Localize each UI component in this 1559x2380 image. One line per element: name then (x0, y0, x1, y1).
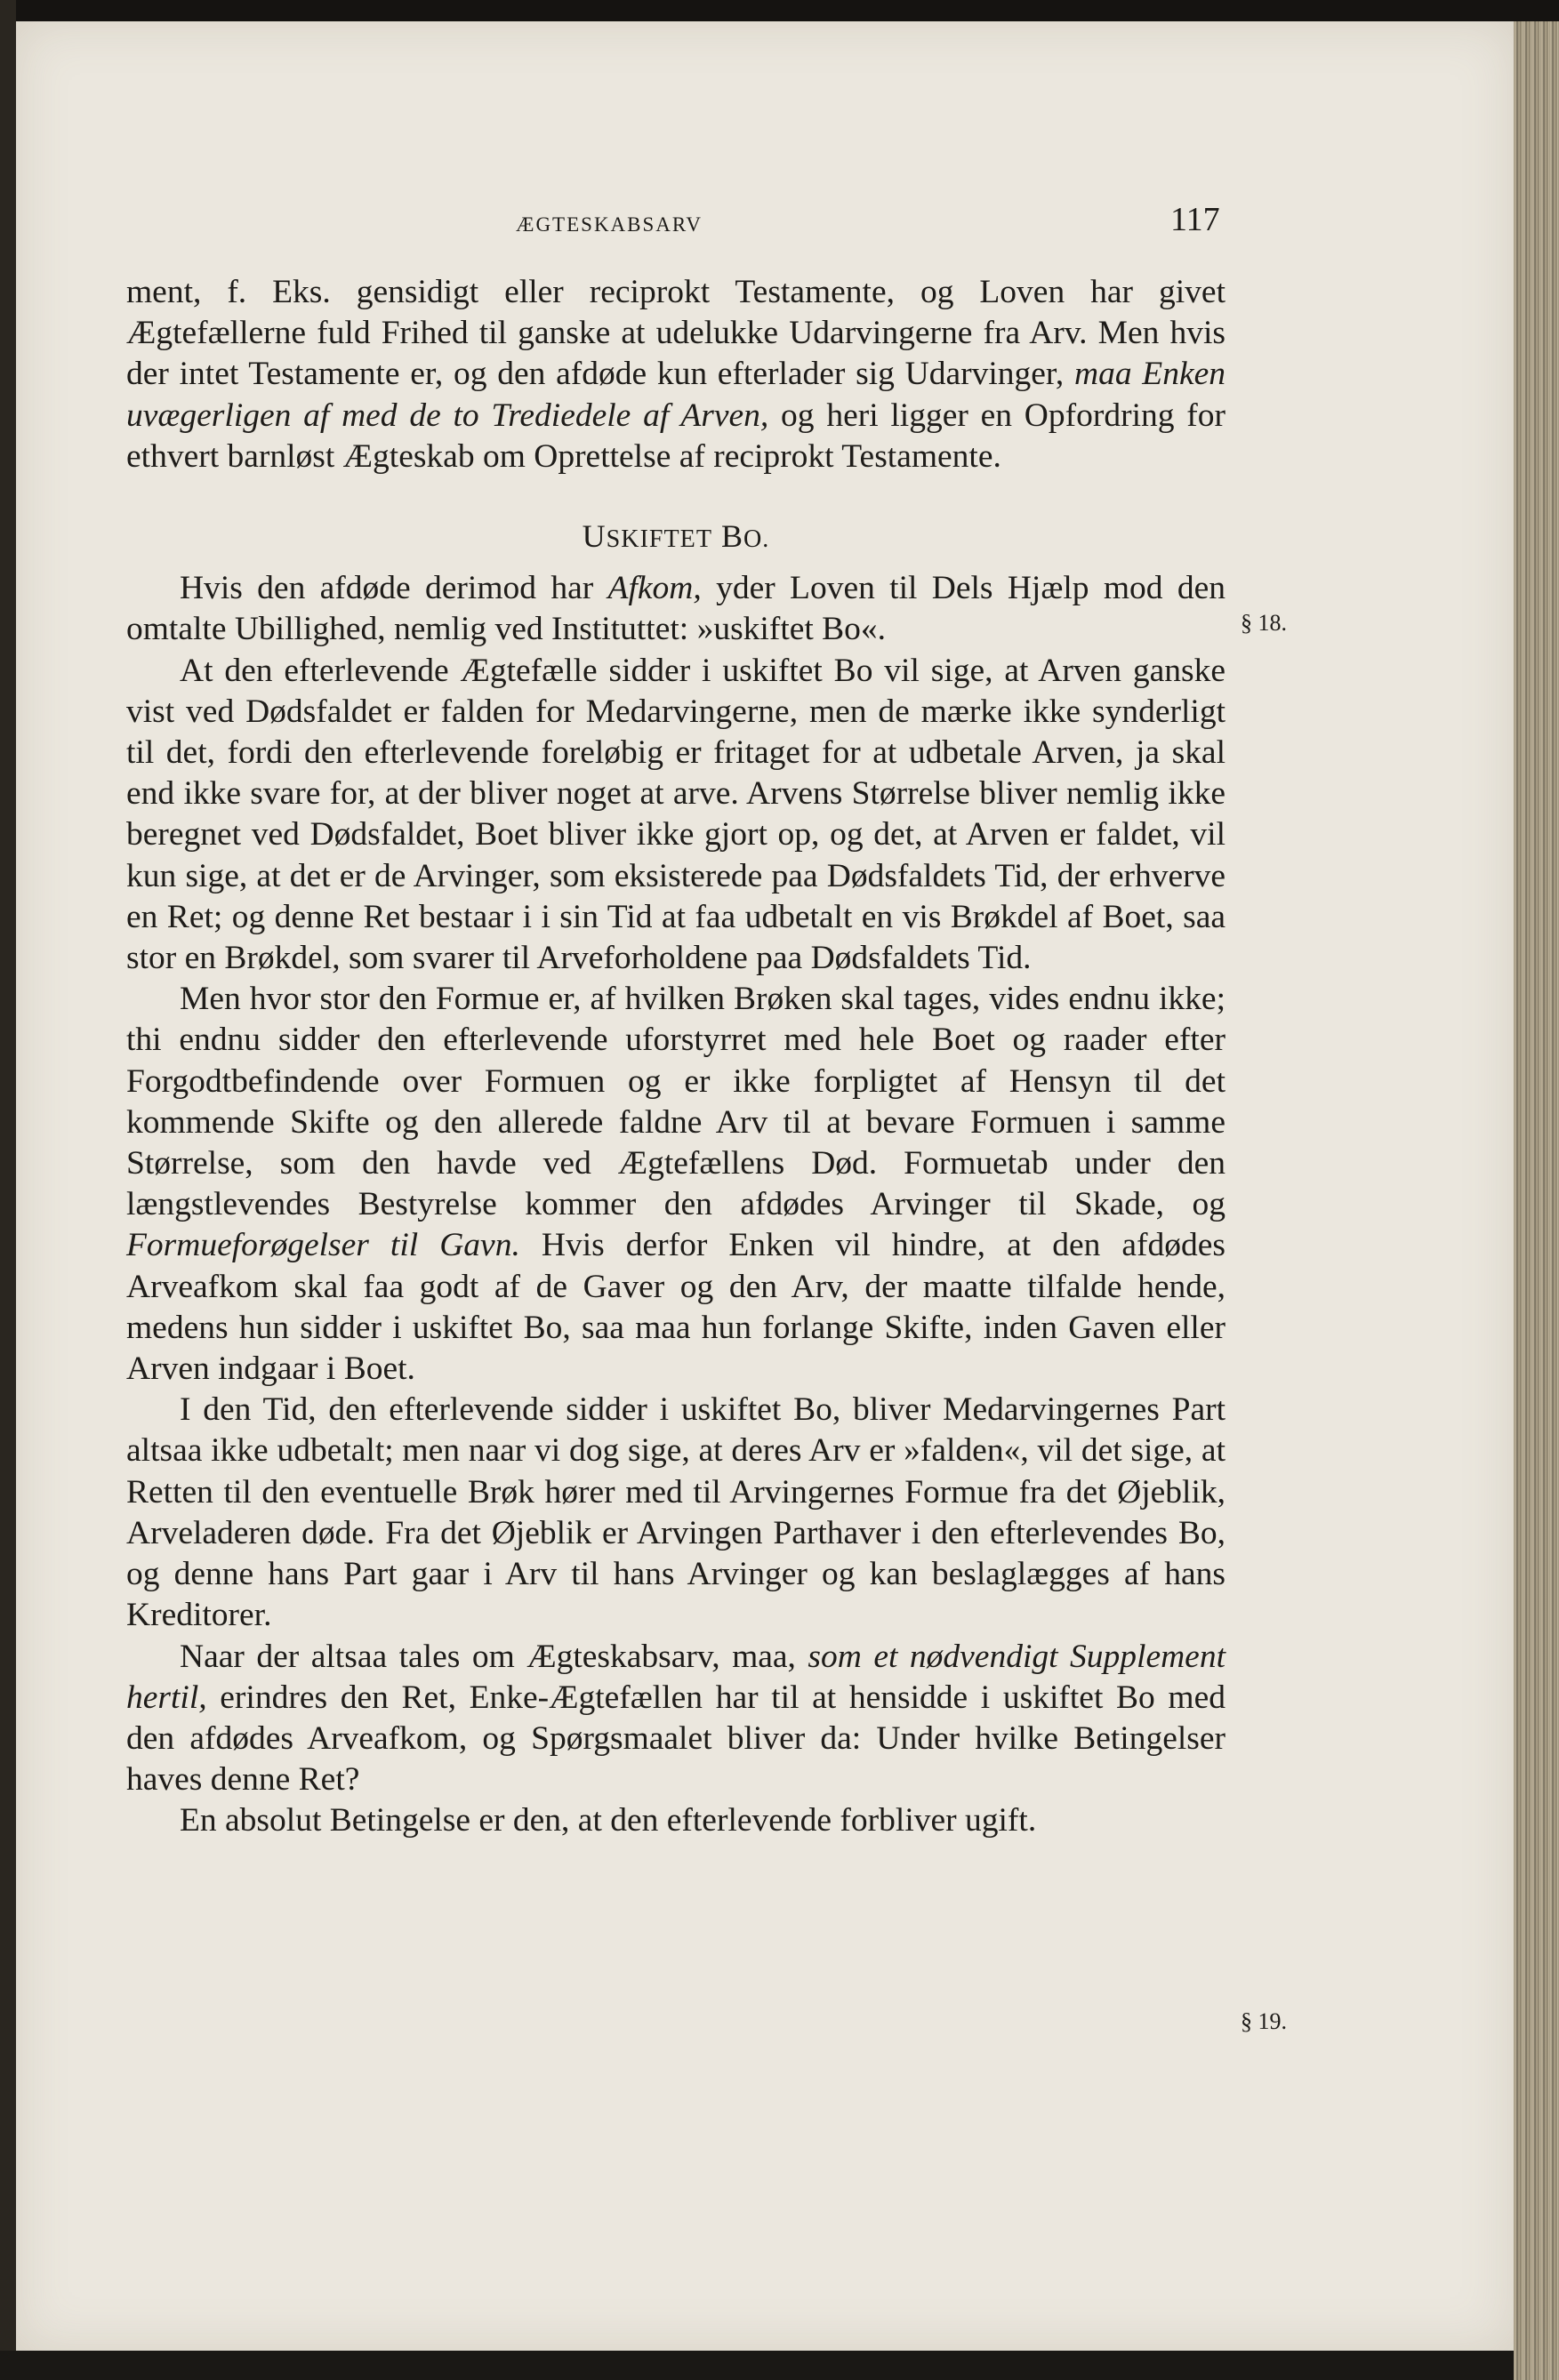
italic-run: Formueforøgelser til Gavn. (126, 1227, 520, 1264)
heading-initial: U (582, 518, 607, 555)
text-run: og heri ligger en Opfordring for ethvert barnløst Ægteskab om Oprettelse af reciprokt Testamente. (126, 397, 1226, 475)
text-run: erindres den Ret, Enke-Ægtefællen har til at hensidde i uskiftet Bo med den afdødes Arveafkom, og Spørgsmaalet bliver da: Under hvilke Betingelser haves denne Ret? (126, 1679, 1226, 1799)
italic-run: Afkom, (607, 570, 702, 607)
paragraph (126, 272, 1226, 477)
page-number: 117 (1170, 201, 1220, 238)
margin-note-section-19: § 19. (1241, 2008, 1287, 2034)
heading-smallcaps: O. (743, 525, 770, 554)
heading-smallcaps: SKIFTET (606, 525, 712, 554)
text-run: En absolut Betingelse er den, at den efterlevende forbliver ugift. (180, 1802, 1037, 1839)
paragraph (126, 979, 1226, 1390)
paragraph (126, 568, 1226, 650)
page-fore-edge (1514, 21, 1559, 2380)
body-text (126, 272, 1226, 1842)
text-run: ment, f. Eks. gensidigt eller reciprokt Testamente, og Loven har givet Ægtefællerne fuld Frihed til ganske at udelukke Udarvingerne fra Arv. Men hvis der intet Testamente er, og den afdøde kun efterlader sig Udarvinger, (126, 274, 1226, 393)
margin-note-section-18: § 18. (1241, 610, 1287, 636)
text-run: I den Tid, den efterlevende sidder i uskiftet Bo, bliver Medarvingernes Part altsaa ikke udbetalt; men naar vi dog sige, at deres Arv er »falden«, vil det sige, at Retten til den eventuelle Brøk hører med til Arvingernes Formue fra det Øjeblik, Arveladeren døde. Fra det Øjeblik er Arvingen Parthaver i den efterlevendes Bo, og denne hans Part gaar i Arv til hans Arvinger og kan beslaglægges af hans Kreditorer. (126, 1391, 1226, 1634)
text-run: Hvis den afdøde derimod har (180, 570, 608, 607)
text-run: Naar der altsaa tales om Ægteskabsarv, maa, (180, 1638, 808, 1675)
text-run: yder Loven til Dels Hjælp mod den omtalte Ubillighed, nemlig ved Instituttet: »uskiftet Bo«. (126, 570, 1226, 648)
section-heading (126, 516, 1226, 560)
paragraph (126, 1800, 1226, 1841)
scan-left-edge (0, 0, 16, 2380)
paragraph (126, 1390, 1226, 1636)
text-run: Men hvor stor den Formue er, af hvilken Brøken skal tages, vides endnu ikke; thi endnu sidder den efterlevende uforstyrret med hele Boet og raader efter Forgodtbefindende over Formuen og er ikke forpligtet af Hensyn til det kommende Skifte og den allerede faldne Arv til at bevare Formuen i samme Størrelse, som den havde ved Ægtefællens Død. Formuetab under den længstlevendes Bestyrelse kommer den afdødes Arvinger til Skade, og (126, 981, 1226, 1223)
scan-bottom-edge (0, 2351, 1514, 2380)
heading-initial: B (721, 518, 744, 555)
text-run: At den efterlevende Ægtefælle sidder i uskiftet Bo vil sige, at Arven ganske vist ved Dødsfaldet er falden for Medarvingerne, men de mærke ikke synderligt til det, fordi den efterlevende foreløbig er fritaget for at udbetale Arven, ja skal end ikke svare for, at der bliver noget at arve. Arvens Størrelse bliver nemlig ikke beregnet ved Dødsfaldet, Boet bliver ikke gjort op, og det, at Arven er faldet, vil kun sige, at det er de Arvinger, som eksisterede paa Dødsfaldets Tid, der erhverve en Ret; og denne Ret bestaar i i sin Tid at faa udbetalt en vis Brøkdel af Boet, saa stor en Brøkdel, som svarer til Arveforholdene paa Dødsfaldets Tid. (126, 652, 1226, 977)
paragraph (126, 1637, 1226, 1801)
text-run: Hvis derfor Enken vil hindre, at den afdødes Arveafkom skal faa godt af de Gaver og den Arv, der maatte tilfalde hende, medens hun sidder i uskiftet Bo, saa maa hun forlange Skifte, inden Gaven eller Arven indgaar i Boet. (126, 1227, 1226, 1388)
running-head: ÆGTESKABSARV (516, 213, 703, 236)
scan-top-edge (0, 0, 1559, 21)
italic-run: som et nødvendigt Supplement hertil, (126, 1638, 1226, 1716)
italic-run: maa Enken uvægerligen af med de to Trediedele af Arven, (126, 356, 1226, 434)
paragraph (126, 651, 1226, 980)
